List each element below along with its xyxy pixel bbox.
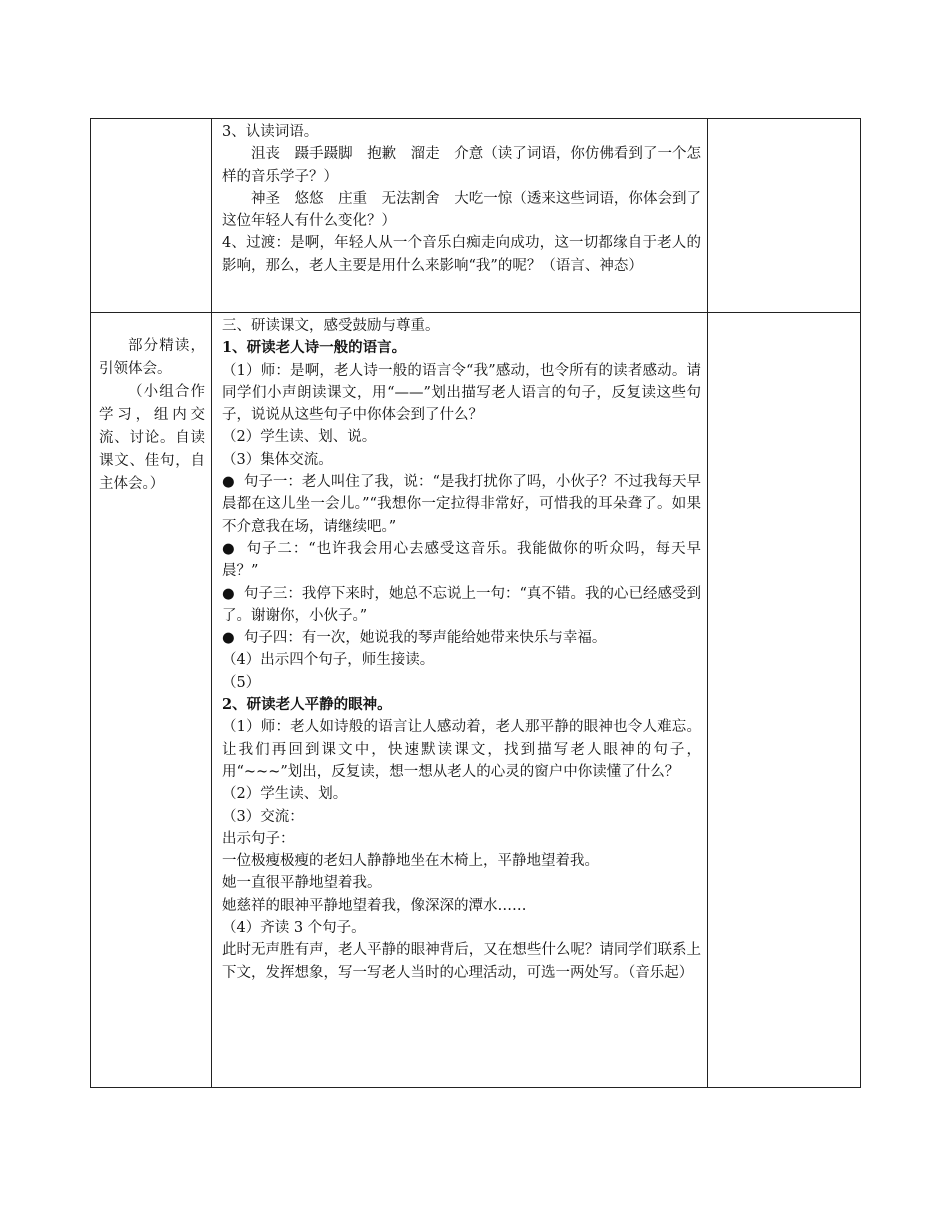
method-cell: [91, 313, 212, 1088]
part-2-heading: 2、研读老人平静的眼神。: [222, 696, 392, 714]
quoted-sentence: ● 句子一：老人叫住了我，说：“是我打扰你了吗，小伙子？不过我每天早晨都在这儿坐一会儿。”“我想你一定拉得非常好，可惜我的耳朵聋了。如果不介意我在场，请继续吧。”: [222, 471, 701, 538]
part-1-heading: 1、研读老人诗一般的语言。: [222, 339, 407, 357]
left-cell-empty: [91, 119, 212, 313]
lesson-plan-table: [90, 118, 861, 1088]
paragraph: （3）交流：: [222, 808, 304, 825]
notes-cell-empty: [708, 313, 861, 1088]
paragraph: （2）学生读、划、说。: [222, 429, 377, 446]
eye-sentence: 一位极瘦极瘦的老妇人静静地坐在木椅上，平静地望着我。: [222, 853, 599, 870]
word-list-2: 神圣 悠悠 庄重 无法割舍 大吃一惊（透来这些词语，你体会到了这位年轻人有什么变化？）: [222, 190, 701, 230]
table-row: [91, 119, 861, 313]
quoted-sentence: ● 句子二：“也许我会用心去感受这音乐。我能做你的听众吗，每天早晨？”: [222, 538, 701, 583]
section-title: 三、研读课文，感受鼓励与尊重。: [222, 318, 440, 334]
content-cell: [212, 313, 708, 1088]
quoted-sentence: ● 句子四：有一次，她说我的琴声能给她带来快乐与幸福。: [222, 627, 701, 649]
paragraph: 此时无声胜有声，老人平静的眼神背后，又在想些什么呢？请同学们联系上下文，发挥想象，写一写老人当时的心理活动，可选一两处写。（音乐起）: [222, 942, 701, 981]
paragraph: 出示句子：: [222, 830, 295, 847]
method-note: （小组合作学习，组内交流、讨论。自读课文、佳句，自主体会。）: [99, 384, 205, 492]
paragraph: （2）学生读、划。: [222, 786, 348, 803]
content-cell: [212, 119, 708, 313]
notes-cell-empty: [708, 119, 861, 313]
step-4-transition: 4、过渡：是啊，年轻人从一个音乐白痴走向成功，这一切都缘自于老人的影响，那么，老人主要是用什么来影响“我”的呢？（语言、神态）: [222, 235, 701, 274]
quoted-sentence: ● 句子三：我停下来时，她总不忘说上一句：“真不错。我的心已经感受到了。谢谢你，小伙子。”: [222, 583, 701, 628]
paragraph: （4）齐读 3 个句子。: [222, 920, 366, 937]
paragraph: （5）: [222, 674, 261, 691]
word-list-1: 沮丧 蹑手蹑脚 抱歉 溜走 介意（读了词语，你仿佛看到了一个怎样的音乐学子？）: [222, 146, 701, 185]
paragraph: （3）集体交流。: [222, 451, 333, 468]
paragraph: （4）出示四个句子，师生接读。: [222, 652, 435, 669]
paragraph: （1）师：老人如诗般的语言让人感动着，老人那平静的眼神也令人难忘。让我们再回到课文中，快速默读课文，找到描写老人眼神的句子，用“~~~”划出，反复读，想一想从老人的心灵的窗户中你读懂了什么？: [222, 719, 701, 780]
paragraph: （1）师：是啊，老人诗一般的语言令“我”感动，也令所有的读者感动。请同学们小声朗读课文，用“——”划出描写老人语言的句子，反复读这些句子，说说从这些句子中你体会到了什么？: [222, 362, 701, 424]
method-title: 部分精读，引领体会。: [99, 338, 205, 377]
step-3-title: 3、认读词语。: [222, 124, 319, 140]
table-row: [91, 313, 861, 1088]
eye-sentence: 她一直很平静地望着我。: [222, 875, 382, 892]
eye-sentence: 她慈祥的眼神平静地望着我，像深深的潭水……: [222, 897, 527, 914]
